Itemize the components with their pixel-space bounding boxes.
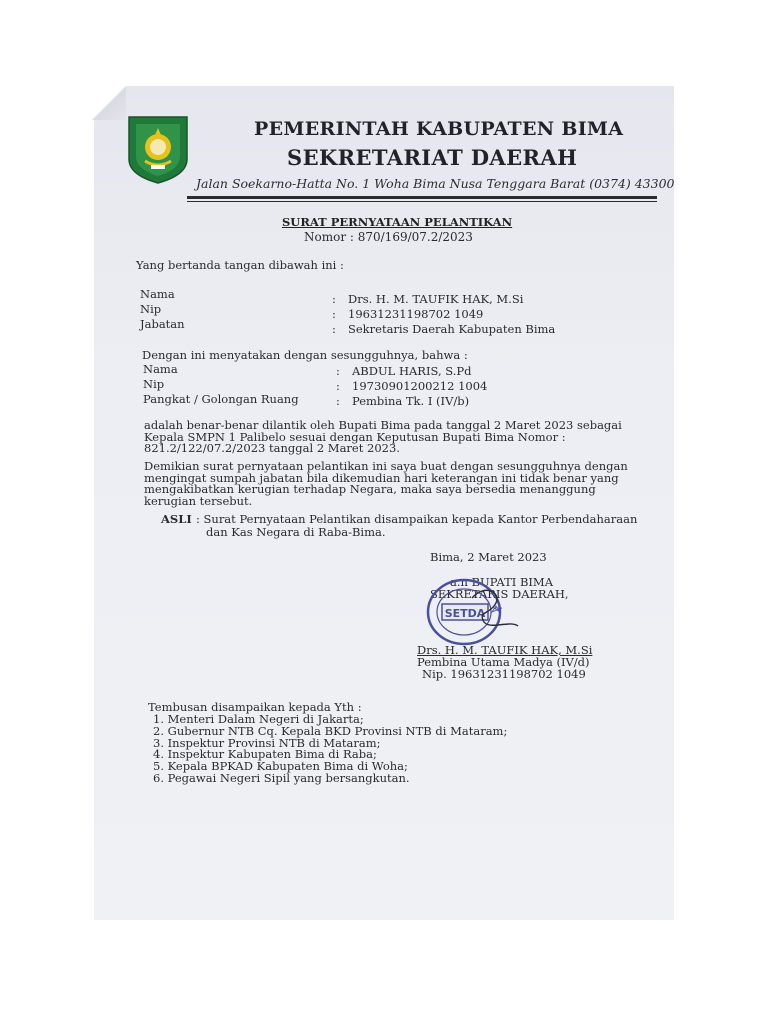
signature-an-line: a.n BUPATI BIMA [450,575,554,589]
letterhead-address: Jalan Soekarno-Hatta No. 1 Woha Bima Nusa Tenggara Barat (0374) 43300 [196,176,675,191]
body-paragraph-1 [144,420,654,455]
cc-list-item: 1. Menteri Dalam Negeri di Jakarta; [153,712,364,726]
cc-list-item: 4. Inspektur Kabupaten Bima di Raba; [153,747,377,762]
letterhead-rule-thick [187,196,657,199]
body-paragraph-1-line: 821.2/122/07.2/2023 tanggal 2 Maret 2023. [144,441,400,456]
signer-nip-value: 19631231198702 1049 [348,307,484,321]
signer-position-colon: : [332,322,336,336]
declaration-text: Dengan ini menyatakan dengan sesungguhnya, bahwa : [142,348,468,362]
signer-nip-colon: : [332,307,336,321]
subject-rank-value: Pembina Tk. I (IV/b) [352,394,470,408]
signature-name: Drs. H. M. TAUFIK HAK, M.Si [417,643,593,657]
intro-text: Yang bertanda tangan dibawah ini : [136,258,344,272]
body-paragraph-2-line: kerugian tersebut. [144,493,253,508]
cc-list-item: 6. Pegawai Negeri Sipil yang bersangkutan. [153,770,410,785]
official-stamp-icon [414,572,524,652]
body-paragraph-2-line: mengingat sumpah jabatan bila dikemudian hari keterangan ini tidak benar yang [144,470,619,485]
body-paragraph-2-line: Demikian surat pernyataan pelantikan ini saya buat dengan sesungguhnya dengan [144,459,628,473]
letterhead-rule-thin [187,201,657,202]
signer-position-label: Jabatan [140,317,185,331]
cc-heading: Tembusan disampaikan kepada Yth : [148,700,362,714]
asli-label: ASLI [161,512,192,526]
subject-nip-value: 19730901200212 1004 [352,379,488,393]
signature-rank: Pembina Utama Madya (IV/d) [417,655,590,669]
subject-nip-label: Nip [143,377,165,391]
cc-list-item: 2. Gubernur NTB Cq. Kepala BKD Provinsi NTB di Mataram; [153,723,508,738]
subject-name-label: Nama [143,362,178,376]
body-paragraph-2-line: mengakibatkan kerugian terhadap Negara, maka saya bersedia menanggung [144,482,596,497]
asli-text-line-1: : Surat Pernyataan Pelantikan disampaikan kepada Kantor Perbendaharaan [196,512,638,526]
signer-nip-label: Nip [140,302,162,316]
body-paragraph-1-line: Kepala SMPN 1 Palibelo sesuai dengan Keputusan Bupati Bima Nomor : [144,429,566,444]
kabupaten-bima-emblem-icon [125,113,191,185]
cc-list [153,714,507,785]
letterhead-office: SEKRETARIAT DAERAH [287,145,578,170]
signer-position-value: Sekretaris Daerah Kabupaten Bima [348,322,556,336]
body-paragraph-1-line: adalah benar-benar dilantik oleh Bupati Bima pada tanggal 2 Maret 2023 sebagai [144,418,622,432]
signature-office-line: SEKRETARIS DAERAH, [430,587,569,601]
letterhead-government: PEMERINTAH KABUPATEN BIMA [254,118,624,140]
signer-name-colon: : [332,292,336,306]
signer-name-label: Nama [140,287,175,301]
signature-nip: Nip. 19631231198702 1049 [422,667,586,681]
subject-rank-label: Pangkat / Golongan Ruang [143,392,299,406]
cc-list-item: 3. Inspektur Provinsi NTB di Mataram; [153,735,381,750]
asli-text-line-2: dan Kas Negara di Raba-Bima. [206,525,386,539]
subject-nip-colon: : [336,379,340,393]
signature-place-date: Bima, 2 Maret 2023 [430,550,547,564]
letter-title: SURAT PERNYATAAN PELANTIKAN [282,215,513,229]
stamp-text: SETDA [444,607,486,620]
subject-name-colon: : [336,364,340,378]
subject-name-value: ABDUL HARIS, S.Pd [352,364,472,378]
signer-name-value: Drs. H. M. TAUFIK HAK, M.Si [348,292,524,306]
page-corner-fold [92,86,126,120]
cc-list-item: 5. Kepala BPKAD Kabupaten Bima di Woha; [153,759,408,774]
subject-rank-colon: : [336,394,340,408]
letter-number: Nomor : 870/169/07.2/2023 [304,230,473,244]
body-paragraph-2 [144,461,654,507]
